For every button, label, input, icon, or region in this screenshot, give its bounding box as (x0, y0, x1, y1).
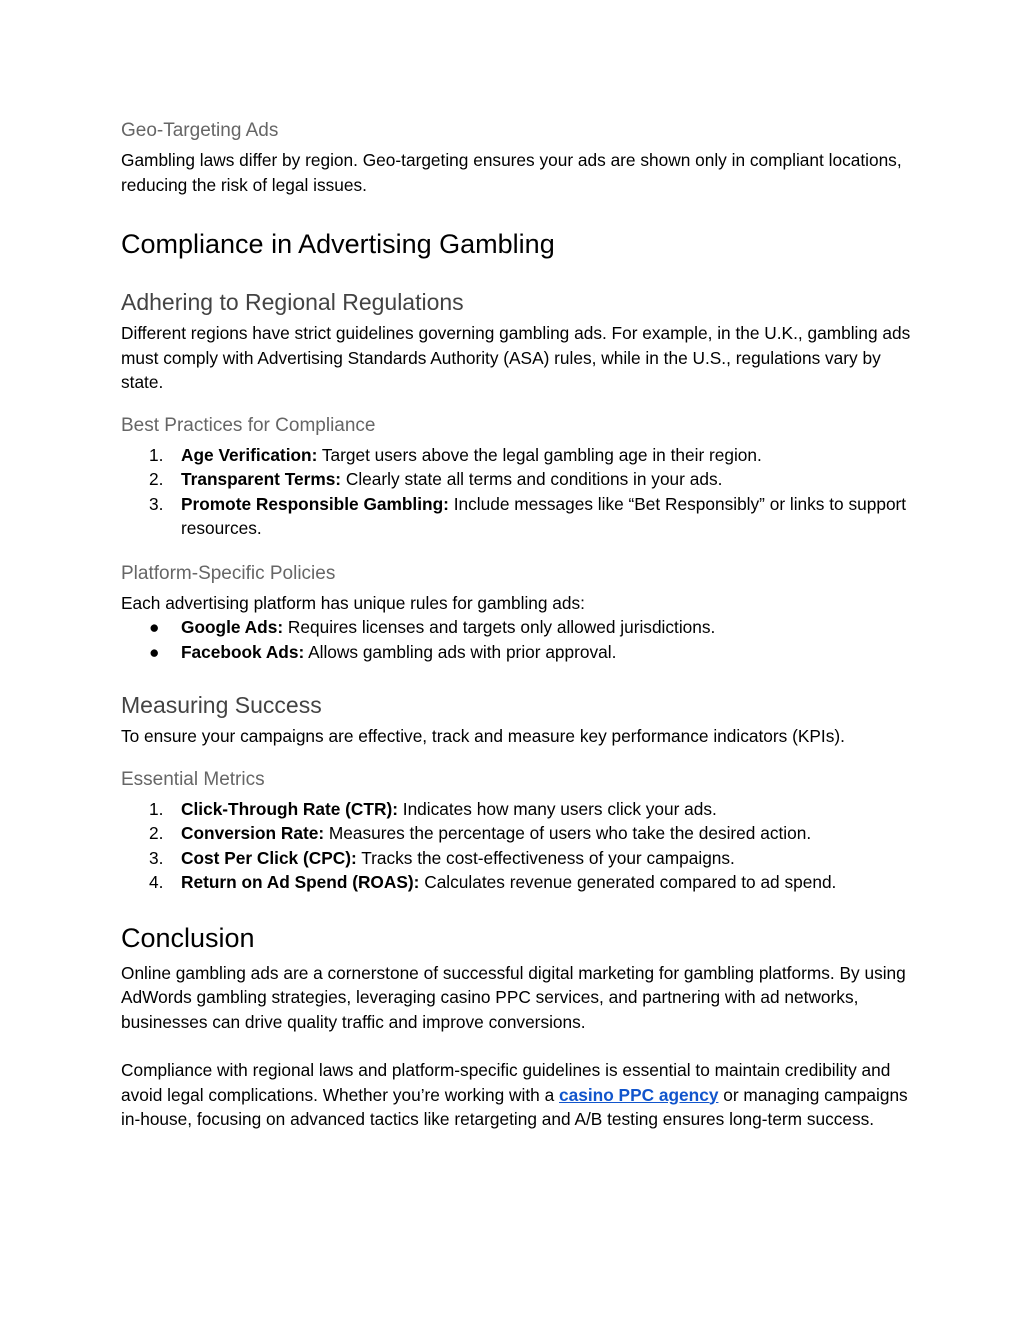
list-item (121, 640, 911, 665)
list-item-term: Cost Per Click (CPC): (181, 847, 357, 868)
geo-targeting-heading: Geo-Targeting Ads (121, 120, 279, 141)
regional-regulations-body: Different regions have strict guidelines governing gambling ads. For example, in the U.K., gambling ads must comply with Advertising Standards Authority (ASA) rules, while in the U.S., regulations vary by state. (121, 323, 911, 392)
essential-metrics-heading: Essential Metrics (121, 768, 265, 790)
list-item-text: Allows gambling ads with prior approval. (304, 641, 617, 662)
best-practices-heading: Best Practices for Compliance (121, 414, 376, 436)
conclusion-paragraph-2-start: Compliance with regional laws and platform-specific guidelines is essential to maintain credibility and avoid legal complications. Whether you’re working with a (121, 1060, 891, 1105)
conclusion-heading: Conclusion (121, 922, 255, 953)
list-item (121, 870, 911, 895)
list-item (121, 797, 911, 822)
conclusion-paragraph-2 (121, 1058, 911, 1132)
bullet-marker: ● (149, 617, 160, 637)
document-page (121, 118, 911, 1132)
measuring-success-heading: Measuring Success (121, 692, 322, 718)
list-item-text: Requires licenses and targets only allowed jurisdictions. (283, 617, 716, 637)
list-item-term: Promote Responsible Gambling: (181, 493, 449, 514)
bullet-marker: ● (149, 641, 160, 662)
list-marker: 1. (149, 444, 164, 465)
list-item-term: Age Verification: (181, 444, 318, 465)
list-item (121, 821, 911, 846)
list-item-term: Return on Ad Spend (ROAS): (181, 872, 420, 892)
list-marker: 2. (149, 469, 164, 489)
conclusion-paragraph-1: Online gambling ads are a cornerstone of successful digital marketing for gambling platforms. By using AdWords gambling strategies, leveraging casino PPC services, and partnering with ad networks, businesses can drive quality traffic and improve conversions. (121, 962, 906, 1032)
list-item-text: Clearly state all terms and conditions in your ads. (341, 469, 723, 489)
list-item (121, 846, 911, 871)
list-item-text: Calculates revenue generated compared to ad spend. (419, 872, 837, 892)
list-item-text: Target users above the legal gambling age in their region. (317, 444, 762, 465)
list-item-term: Transparent Terms: (181, 469, 342, 489)
list-item-text: Include messages like “Bet Responsibly” or links to support resources. (181, 493, 907, 538)
list-marker: 1. (149, 798, 164, 819)
platform-policies-heading: Platform-Specific Policies (121, 562, 336, 584)
list-item (121, 443, 911, 468)
list-item (121, 492, 911, 541)
list-item (121, 615, 911, 640)
measuring-success-body: To ensure your campaigns are effective, track and measure key performance indicators (KPIs). (121, 726, 845, 746)
list-marker: 4. (149, 872, 164, 892)
list-marker: 2. (149, 823, 164, 843)
list-item (121, 467, 911, 492)
conclusion-paragraph-2-end: or managing campaigns in-house, focusing on advanced tactics like retargeting and A/B testing ensures long-term success. (121, 1084, 908, 1129)
list-item-term: Facebook Ads: (181, 641, 305, 662)
list-item-term: Click-Through Rate (CTR): (181, 798, 398, 819)
geo-targeting-body: Gambling laws differ by region. Geo-targeting ensures your ads are shown only in compliant locations, reducing the risk of legal issues. (121, 150, 902, 195)
list-item-text: Indicates how many users click your ads. (397, 798, 717, 819)
list-item-term: Conversion Rate: (181, 823, 325, 843)
list-item-text: Measures the percentage of users who take the desired action. (324, 823, 812, 843)
list-item-text: Tracks the cost-effectiveness of your campaigns. (356, 847, 735, 868)
platform-policies-list (121, 615, 911, 664)
platform-policies-intro: Each advertising platform has unique rules for gambling ads: (121, 592, 585, 613)
casino-ppc-agency-link[interactable]: casino PPC agency (559, 1084, 719, 1105)
essential-metrics-list (121, 797, 911, 895)
compliance-heading: Compliance in Advertising Gambling (121, 229, 555, 259)
list-marker: 3. (149, 847, 164, 868)
list-item-term: Google Ads: (181, 617, 284, 637)
list-marker: 3. (149, 493, 164, 514)
regional-regulations-heading: Adhering to Regional Regulations (121, 289, 464, 315)
best-practices-list (121, 443, 911, 541)
